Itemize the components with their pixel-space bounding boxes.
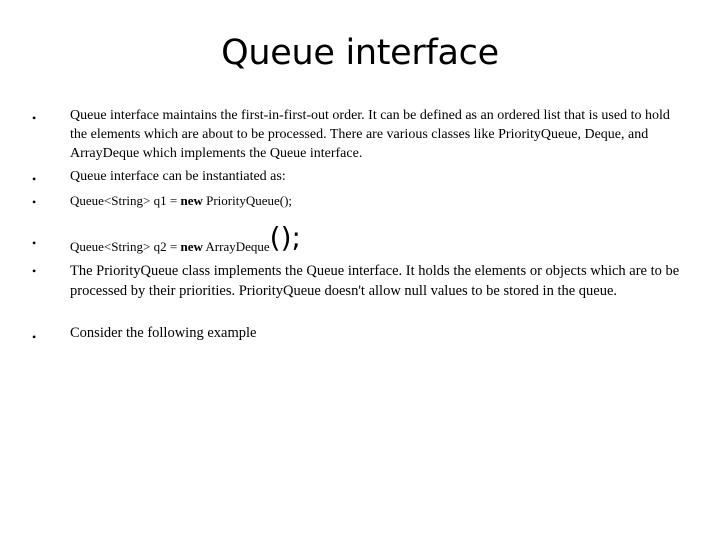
bullet-item-instantiation: Queue interface can be instantiated as: [70, 169, 286, 184]
bullet-icon: • [32, 172, 37, 186]
bullet-item-priorityqueue: The PriorityQueue class implements the Queue interface. It holds the elements or objects which are to be processed by their priorities. PriorityQueue doesn't allow null values to be stored in the queue. [70, 263, 680, 299]
keyword-new: new [180, 193, 203, 208]
slide-title: Queue interface [221, 33, 499, 73]
code-text: PriorityQueue(); [202, 193, 293, 208]
bullet-item-example: Consider the following example [70, 325, 257, 341]
code-parens: (); [269, 221, 301, 254]
bullet-item-queue-definition: Queue interface maintains the first-in-first-out order. It can be defined as an ordered list that is used to hold the elements which are about to be processed. There are various classes like PriorityQueue, Deque, and ArrayDeque which implements the Queue interface. [70, 108, 670, 161]
code-text: ArrayDeque [202, 239, 270, 254]
bullet-icon: • [32, 264, 37, 278]
code-text: Queue<String> q2 = [70, 239, 181, 254]
bullet-item-q1-code [70, 191, 690, 210]
bullet-icon: • [32, 111, 37, 125]
bullet-icon: • [32, 195, 37, 209]
bullet-icon: • [32, 236, 37, 250]
bullet-item-q2-code [70, 221, 690, 256]
bullet-icon: • [32, 330, 37, 344]
keyword-new: new [180, 239, 203, 254]
code-text: Queue<String> q1 = [70, 193, 181, 208]
